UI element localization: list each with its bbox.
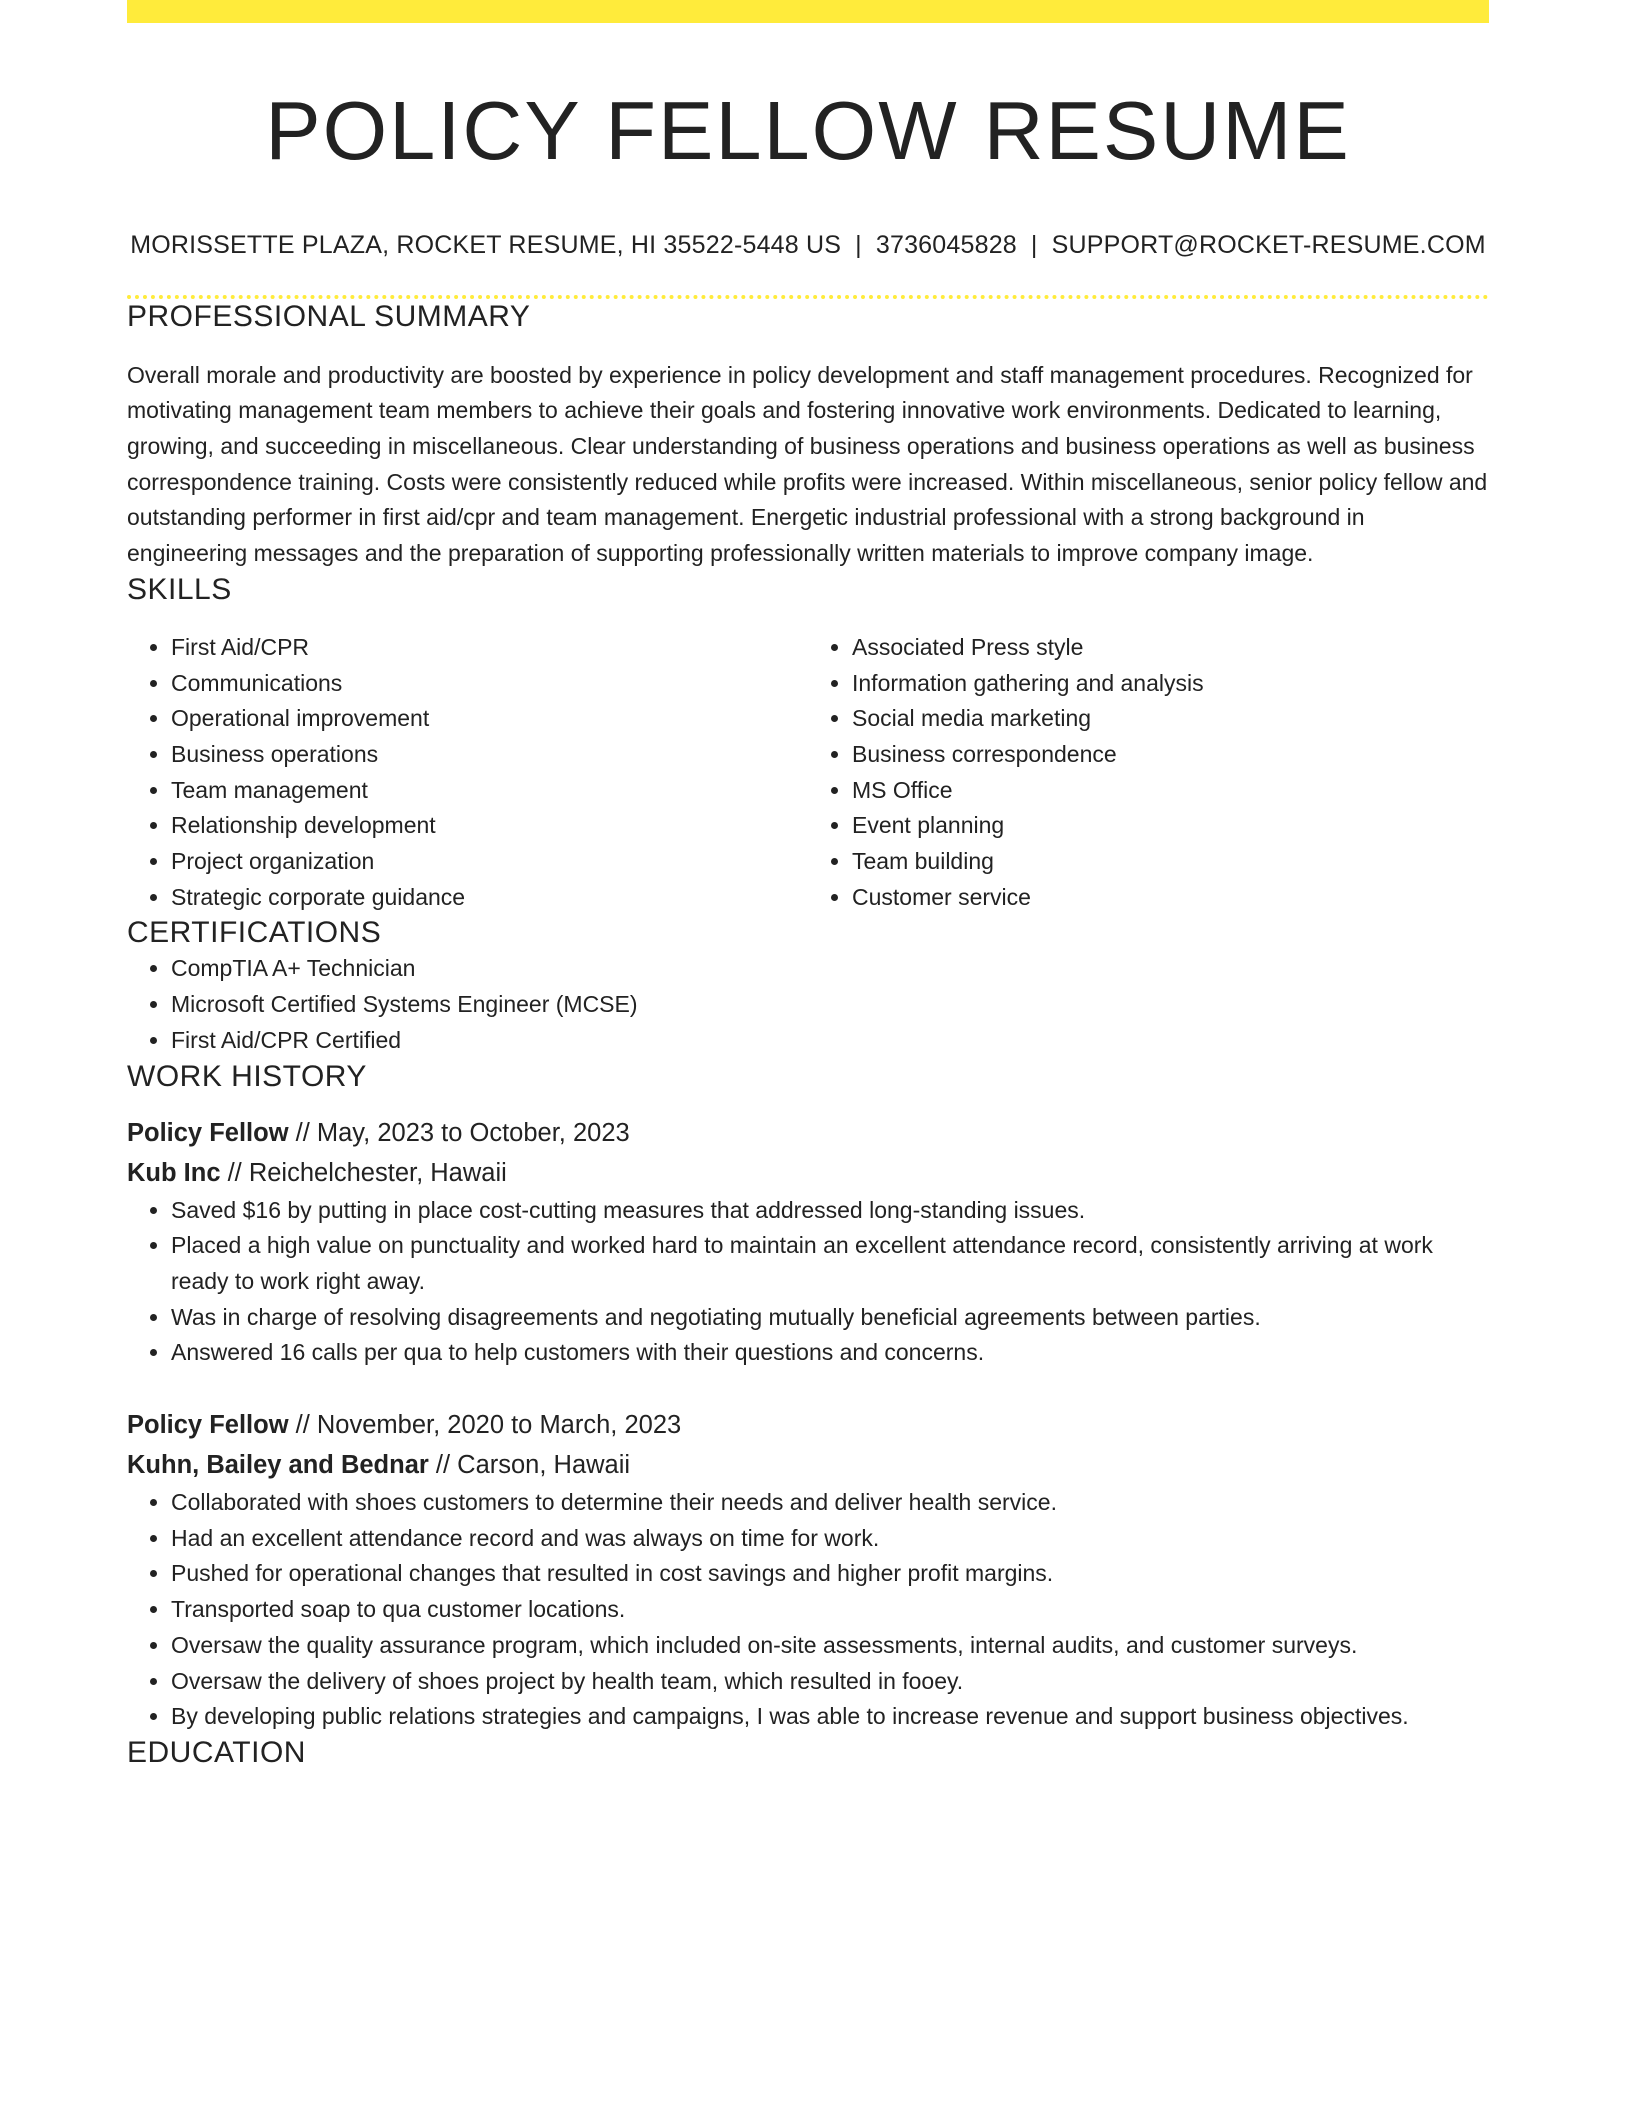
certification-item: • First Aid/CPR Certified: [171, 1023, 1489, 1059]
certification-item: • CompTIA A+ Technician: [171, 951, 1489, 987]
skill-item: • First Aid/CPR: [171, 630, 808, 666]
job-bullet: • Answered 16 calls per qua to help customers with their questions and concerns.: [171, 1335, 1489, 1371]
job-bullet-list: [127, 1193, 1489, 1372]
skill-item: • Communications: [171, 666, 808, 702]
job-role: Policy Fellow: [127, 1411, 289, 1440]
job-location: // Reichelchester, Hawaii: [220, 1158, 507, 1187]
skill-item: • Team building: [852, 844, 1489, 880]
contact-phone: 3736045828: [875, 230, 1017, 259]
contact-address: MORISSETTE PLAZA, ROCKET RESUME, HI 35522-5448 US: [130, 230, 842, 259]
job-bullet: • Had an excellent attendance record and was always on time for work.: [171, 1521, 1489, 1557]
job-entry: [127, 1405, 1489, 1735]
skill-item: • Customer service: [852, 880, 1489, 916]
certifications-list: [127, 951, 1489, 1058]
job-bullet: • Was in charge of resolving disagreements and negotiating mutually beneficial agreements between parties.: [171, 1300, 1489, 1336]
skills-heading: SKILLS: [127, 572, 232, 606]
resume-page: [127, 0, 1489, 1771]
job-bullet: • Placed a high value on punctuality and worked hard to maintain an excellent attendance record, consistently arriving at work ready to work right away.: [171, 1228, 1489, 1299]
skills-right-list: [808, 630, 1489, 916]
work-history-heading: WORK HISTORY: [127, 1059, 367, 1093]
job-company-line: [127, 1153, 1489, 1193]
skill-item: • Information gathering and analysis: [852, 666, 1489, 702]
job-role-line: [127, 1113, 1489, 1153]
job-company: Kub Inc: [127, 1158, 221, 1187]
job-role: Policy Fellow: [127, 1118, 289, 1147]
accent-bar: [127, 0, 1489, 23]
skill-item: • Strategic corporate guidance: [171, 880, 808, 916]
contact-separator: |: [855, 230, 862, 259]
job-bullet: • Collaborated with shoes customers to determine their needs and deliver health service.: [171, 1485, 1489, 1521]
job-company-line: [127, 1445, 1489, 1485]
certification-item: • Microsoft Certified Systems Engineer (MCSE): [171, 987, 1489, 1023]
job-bullet: • Transported soap to qua customer locations.: [171, 1592, 1489, 1628]
skills-left-list: [127, 630, 808, 916]
job-location: // Carson, Hawaii: [428, 1451, 631, 1480]
job-dates: // November, 2020 to March, 2023: [288, 1411, 682, 1440]
job-bullet-list: [127, 1485, 1489, 1735]
contact-line: [127, 231, 1489, 260]
skill-item: • Relationship development: [171, 808, 808, 844]
summary-heading: PROFESSIONAL SUMMARY: [127, 299, 531, 333]
skill-item: • Event planning: [852, 808, 1489, 844]
skill-item: • Project organization: [171, 844, 808, 880]
job-entry: [127, 1113, 1489, 1372]
skill-item: • Social media marketing: [852, 701, 1489, 737]
job-bullet: • Oversaw the quality assurance program, which included on-site assessments, internal audits, and customer surveys.: [171, 1628, 1489, 1664]
summary-text: Overall morale and productivity are boosted by experience in policy development and staff management procedures. Recognized for motivating management team members to achieve their goals and fostering innovative work environments. Dedicated to learning, growing, and succeeding in miscellaneous. Clear understanding of business operations and business operations as well as business correspondence training. Costs were consistently reduced while profits were increased. Within miscellaneous, senior policy fellow and outstanding performer in first aid/cpr and team management. Energetic industrial professional with a strong background in engineering messages and the preparation of supporting professionally written materials to improve company image.: [127, 361, 1488, 567]
skill-item: • Operational improvement: [171, 701, 808, 737]
skill-item: • Business operations: [171, 737, 808, 773]
job-bullet: • Pushed for operational changes that resulted in cost savings and higher profit margins.: [171, 1556, 1489, 1592]
job-company: Kuhn, Bailey and Bednar: [127, 1451, 429, 1480]
job-bullet: • Saved $16 by putting in place cost-cutting measures that addressed long-standing issues.: [171, 1193, 1489, 1229]
skill-item: • Associated Press style: [852, 630, 1489, 666]
certifications-heading: CERTIFICATIONS: [127, 916, 382, 950]
job-role-line: [127, 1405, 1489, 1445]
contact-email: SUPPORT@ROCKET-RESUME.COM: [1051, 230, 1486, 259]
job-dates: // May, 2023 to October, 2023: [288, 1118, 630, 1147]
education-heading: EDUCATION: [127, 1735, 306, 1769]
skill-item: • Team management: [171, 773, 808, 809]
resume-title: POLICY FELLOW RESUME: [265, 84, 1351, 177]
skills-grid: [127, 630, 1489, 916]
job-bullet: • By developing public relations strategies and campaigns, I was able to increase revenue and support business objectives.: [171, 1699, 1489, 1735]
job-bullet: • Oversaw the delivery of shoes project by health team, which resulted in fooey.: [171, 1664, 1489, 1700]
skill-item: • MS Office: [852, 773, 1489, 809]
skill-item: • Business correspondence: [852, 737, 1489, 773]
contact-separator: |: [1030, 230, 1038, 259]
